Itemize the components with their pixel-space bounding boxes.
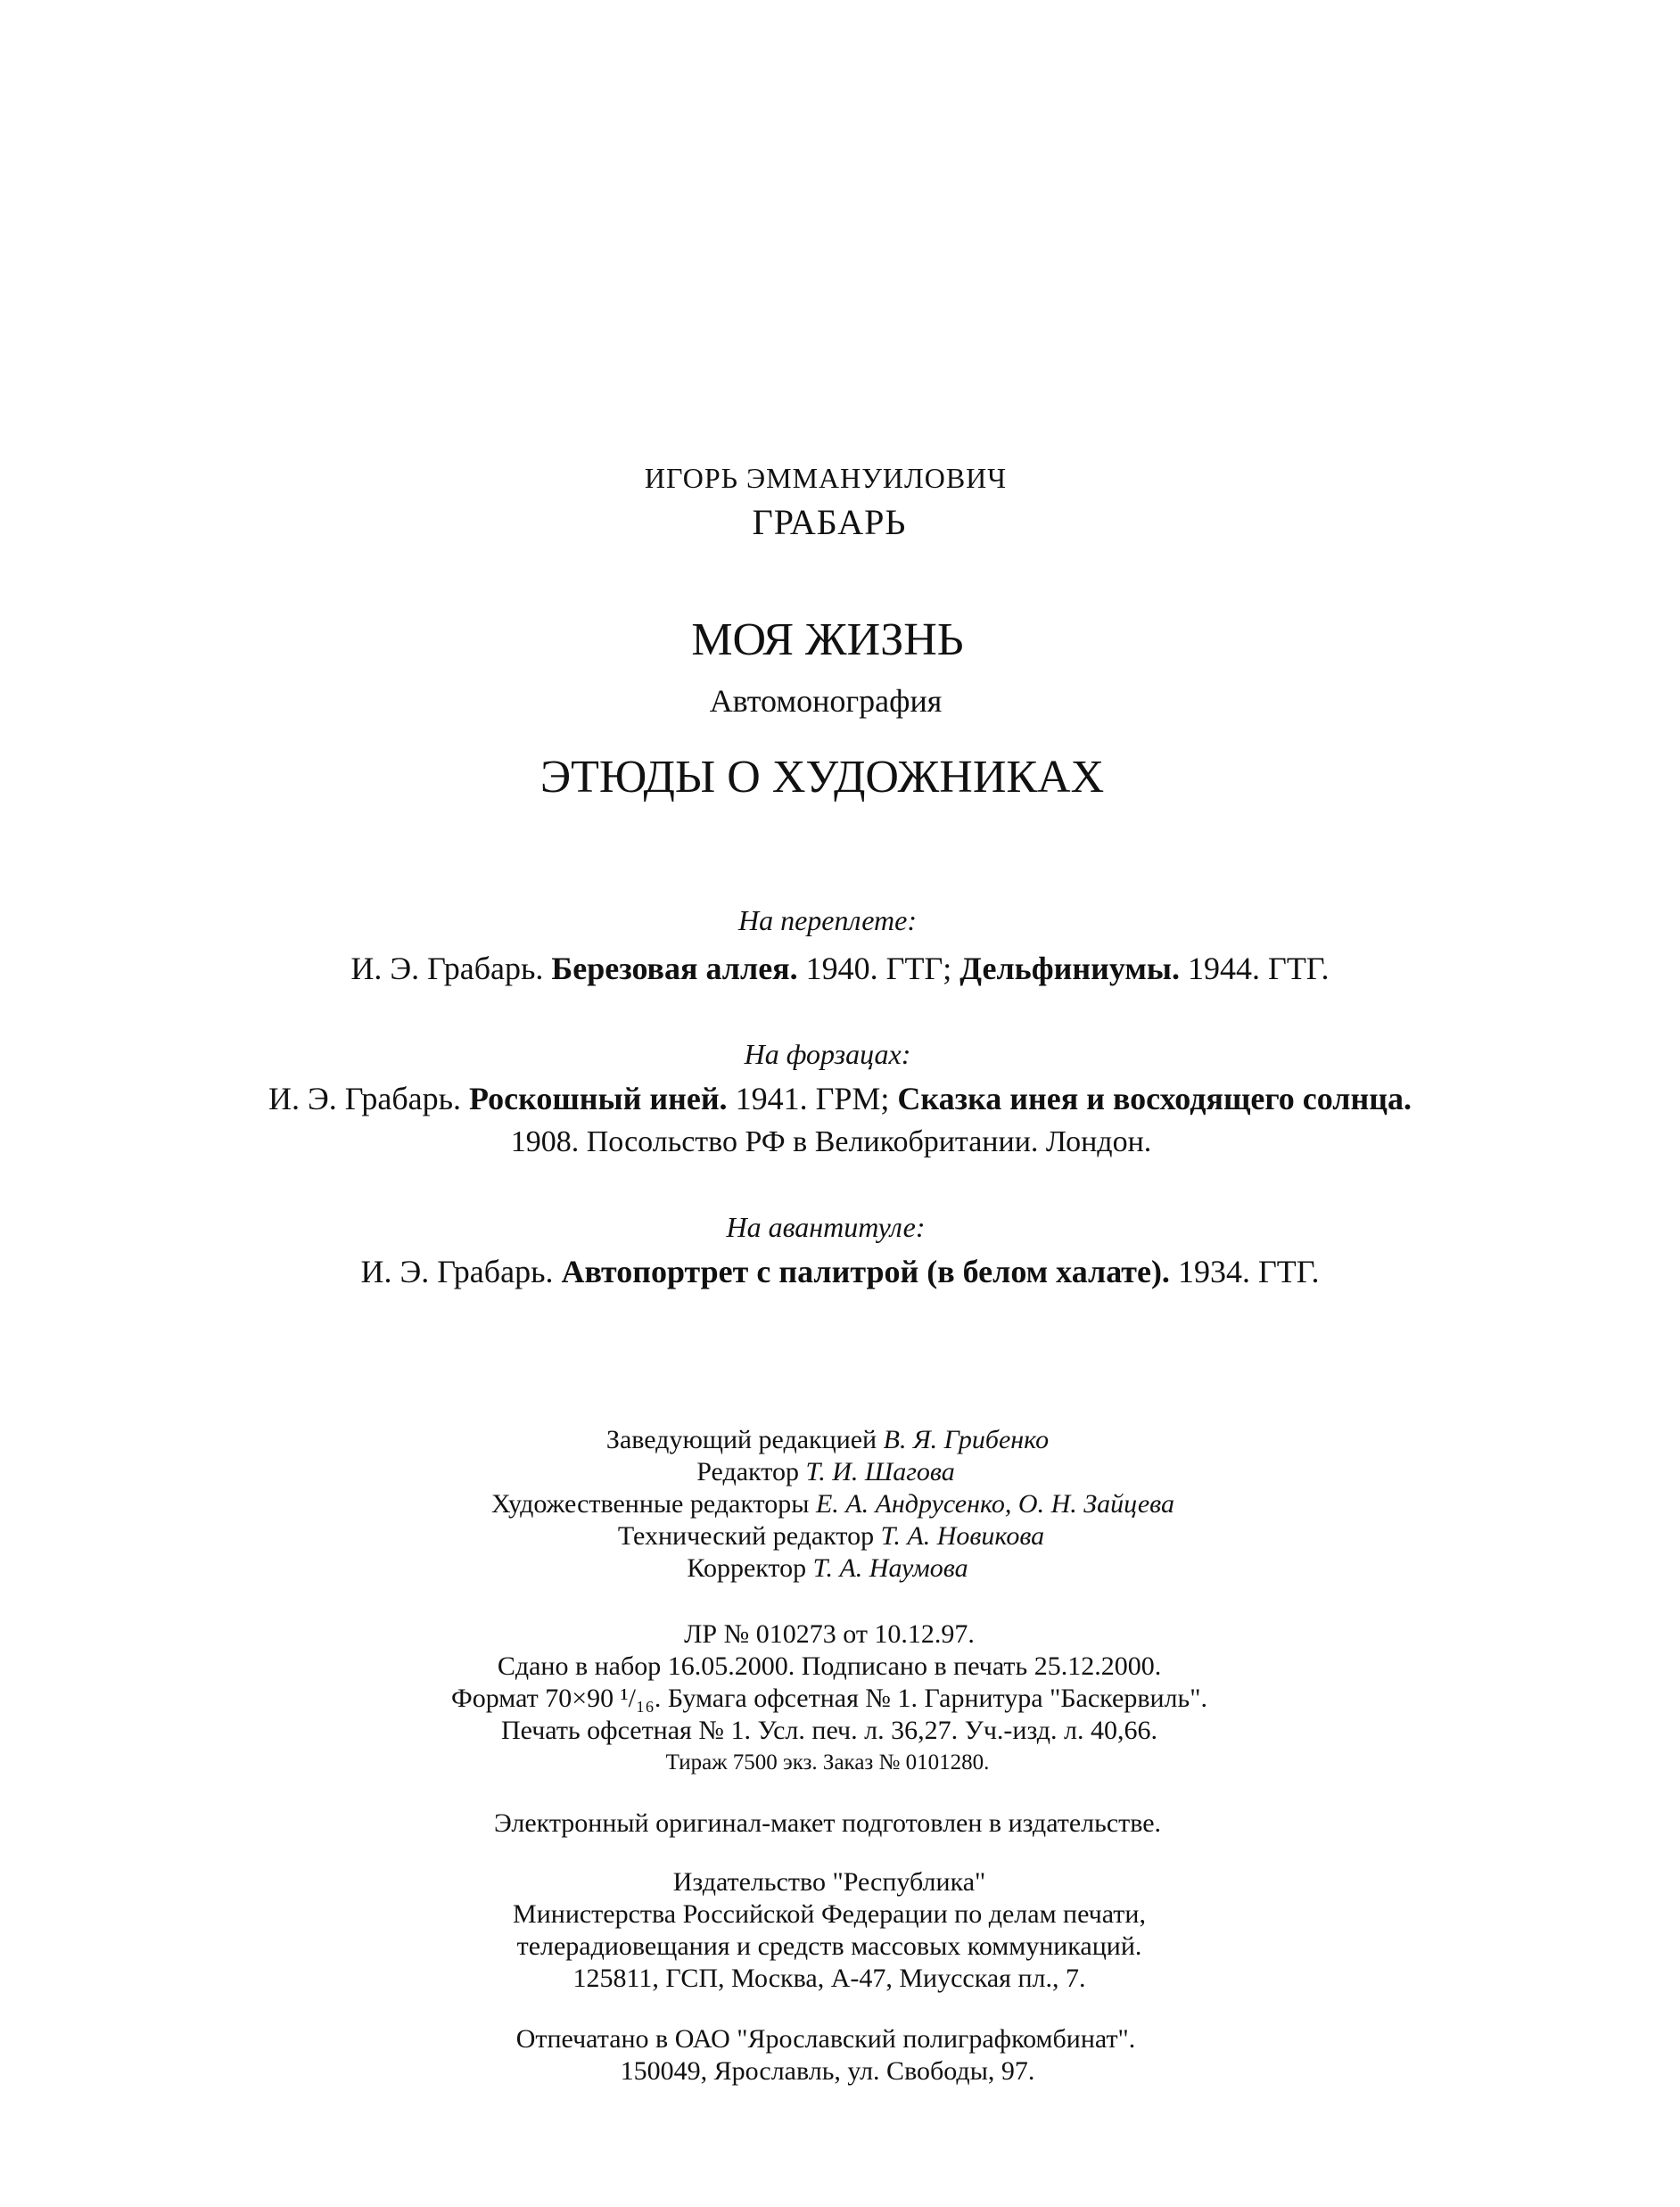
frontispiece-author: И. Э. Грабарь. (360, 1254, 562, 1289)
staff-name: Е. А. Андрусенко, О. Н. Зайцева (815, 1489, 1174, 1519)
book-title: МОЯ ЖИЗНЬ (691, 614, 964, 665)
binding-heading: На переплете: (737, 904, 917, 936)
book-subtitle: Автомонография (709, 683, 943, 719)
endpapers-details-1: 1941. ГРМ; (727, 1081, 898, 1116)
endpapers-work-2: Сказка инея и восходящего солнца. (897, 1081, 1412, 1116)
binding-details-2: 1944. ГТГ. (1180, 951, 1330, 986)
binding-credits (0, 952, 1680, 984)
printer-name: Отпечатано в ОАО "Ярославский полиграфкомбинат". (515, 2024, 1136, 2054)
staff-role: Корректор (687, 1553, 813, 1583)
printer-address: 150049, Ярославль, ул. Свободы, 97. (620, 2056, 1035, 2086)
book-second-title: ЭТЮДЫ О ХУДОЖНИКАХ (539, 752, 1105, 803)
staff-name: Т. А. Новикова (880, 1521, 1045, 1551)
frontispiece-work: Автопортрет с палитрой (в белом халате). (561, 1254, 1170, 1289)
staff-line (0, 1459, 1666, 1486)
printing-details: Печать офсетная № 1. Усл. печ. л. 36,27. Уч.-изд. л. 40,66. (500, 1716, 1157, 1745)
license-number: ЛР № 010273 от 10.12.97. (684, 1619, 975, 1649)
frontispiece-credits (0, 1256, 1680, 1288)
endpapers-author: И. Э. Грабарь. (268, 1081, 470, 1116)
staff-line (0, 1523, 1671, 1550)
publisher-name: Издательство "Республика" (672, 1867, 986, 1897)
publisher-ministry-cont: телерадиовещания и средств массовых коммуникаций. (516, 1931, 1142, 1961)
staff-role: Редактор (696, 1457, 806, 1486)
publisher-address: 125811, ГСП, Москва, А-47, Миусская пл., 7. (572, 1964, 1086, 1993)
binding-work-1: Березовая аллея. (551, 951, 798, 986)
binding-details-1: 1940. ГТГ; (797, 951, 960, 986)
binding-work-2: Дельфиниумы. (959, 951, 1180, 986)
staff-name: В. Я. Грибенко (883, 1425, 1050, 1454)
staff-name: Т. И. Шагова (805, 1457, 955, 1486)
frontispiece-heading: На авантитуле: (726, 1211, 926, 1243)
print-run: Тираж 7500 экз. Заказ № 0101280. (665, 1750, 990, 1775)
endpapers-heading: На форзацах: (744, 1038, 911, 1070)
layout-note: Электронный оригинал-макет подготовлен в издательстве. (493, 1808, 1162, 1838)
author-last-name: ГРАБАРЬ (752, 502, 907, 542)
staff-role: Технический редактор (617, 1521, 881, 1551)
production-dates: Сдано в набор 16.05.2000. Подписано в печать 25.12.2000. (497, 1651, 1162, 1681)
author-first-name: ИГОРЬ ЭММАНУИЛОВИЧ (644, 462, 1008, 494)
binding-author: И. Э. Грабарь. (350, 951, 552, 986)
staff-line (0, 1491, 1673, 1518)
staff-role: Художественные редакторы (491, 1489, 816, 1519)
staff-line (0, 1427, 1668, 1453)
staff-role: Заведующий редакцией (605, 1425, 884, 1454)
book-format: Формат 70×90 ¹/₁₆. Бумага офсетная № 1. Гарнитура "Баскервиль". (451, 1684, 1207, 1713)
endpapers-credits (0, 1083, 1680, 1115)
endpapers-work-1: Роскошный иней. (469, 1081, 728, 1116)
publisher-ministry: Министерства Российской Федерации по делам печати, (513, 1899, 1146, 1929)
frontispiece-details: 1934. ГТГ. (1169, 1254, 1320, 1289)
endpapers-details-2: 1908. Посольство РФ в Великобритании. Лондон. (510, 1125, 1152, 1158)
staff-name: Т. А. Наумова (812, 1553, 968, 1583)
staff-line (0, 1555, 1668, 1582)
